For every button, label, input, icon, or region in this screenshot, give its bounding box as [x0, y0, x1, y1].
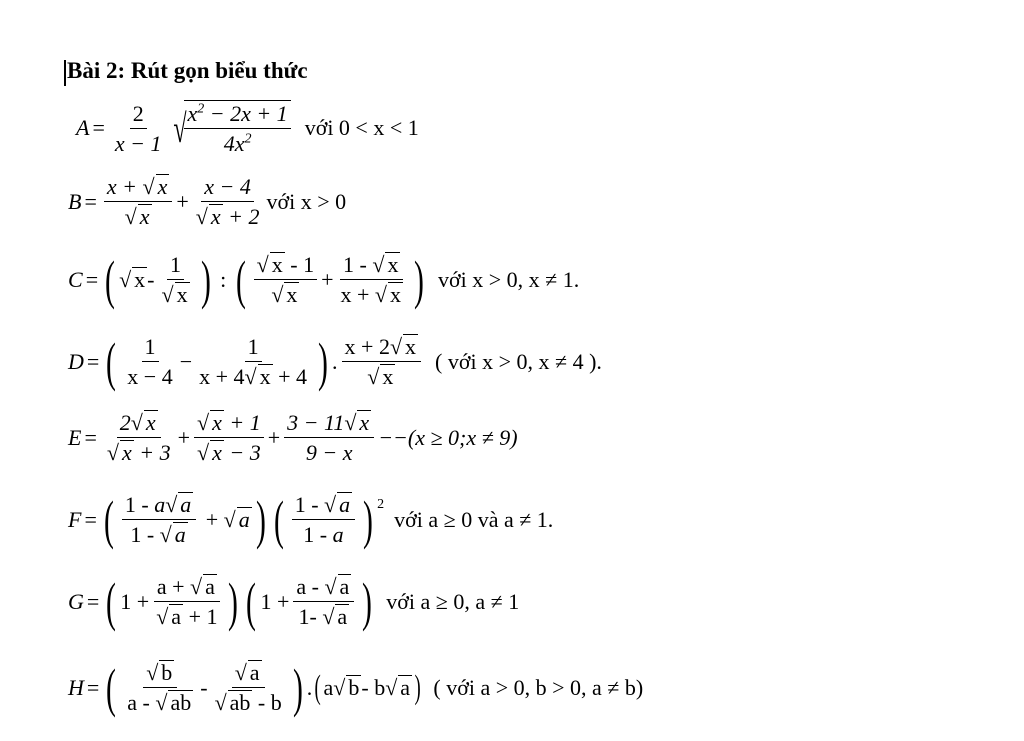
exercise-title: Bài 2: Rút gọn biểu thức: [67, 58, 308, 83]
fraction: $\frac{1}{x - 4}$: [127, 334, 173, 390]
expression-f: F = ( $\frac{1 - a√ a}{1 - √ a}$ + √ a ) ( $\frac{1 - √ a}{1 - a}$ ) 2 với a ≥ 0 và a ≠ 1.: [68, 489, 554, 550]
expression-h-condition: ( với a > 0, b > 0, a ≠ b): [433, 674, 644, 700]
expression-e: E = $\frac{2√ x}{√ x + 3}$ + $\frac{√ x + 1}{√ x - 3}$ + $\frac{3 - 11√ x}{9 - x}$ −−(x ≥ 0;x ≠ 9): [68, 410, 518, 466]
fraction: $\frac{√ a}{√ ab - b}$: [214, 660, 282, 716]
fraction: $\frac{a + √ a}{√ a + 1}$: [153, 574, 220, 630]
expression-f-name: F: [68, 506, 82, 532]
fraction: $\frac{x - 4}{√ x + 2}$: [195, 174, 260, 230]
expression-c: C = ( √ x - $\frac{1}{√ x}$ ) : ( $\frac{√ x - 1}{√ x}$ + $\frac{1 - √ x}{x + √ x}$ ) với x > 0, x ≠ 1.: [68, 249, 580, 310]
expression-d-name: D: [68, 348, 84, 374]
expression-b-name: B: [68, 188, 82, 214]
expression-a-condition: với 0 < x < 1: [304, 115, 419, 141]
fraction: $\frac{x + 2√ x}{√ x}$: [342, 334, 421, 390]
fraction: $\frac{x + √ x}{√ x}$: [104, 174, 172, 230]
fraction: $\frac{2}{x - 1}$: [114, 100, 162, 156]
fraction: $\frac{3 - 11√ x}{9 - x}$: [284, 410, 374, 466]
fraction: $\frac{1 - a√ a}{1 - √ a}$: [122, 492, 196, 548]
expression-e-condition: −−(x ≥ 0;x ≠ 9): [378, 424, 518, 450]
expression-b: B = $\frac{x + √ x}{√ x}$ + $\frac{x - 4}{√ x + 2}$ với x > 0: [68, 174, 347, 230]
expression-d: D = ( $\frac{1}{x - 4}$ − $\frac{1}{x + 4√ x + 4}$ ) . $\frac{x + 2√ x}{√ x}$ ( với x > 0, x ≠ 4 ).: [68, 331, 602, 392]
fraction: $\frac{√ x - 1}{√ x}$: [254, 252, 317, 308]
expression-d-condition: ( với x > 0, x ≠ 4 ).: [435, 348, 602, 374]
expression-e-name: E: [68, 424, 82, 450]
expression-f-condition: với a ≥ 0 và a ≠ 1.: [394, 506, 554, 532]
expression-g: G = ( 1 + $\frac{a + √ a}{√ a + 1}$ ) ( 1 + $\frac{a - √ a}{1- √ a}$ ) với a ≥ 0, a ≠ 1: [68, 571, 520, 632]
expression-a: A = $\frac{2}{x - 1}$ √ $\frac{x^2 - 2x + 1}{4x^2}$ với 0 < x < 1: [76, 100, 419, 157]
expression-g-name: G: [68, 588, 84, 614]
expression-c-condition: với x > 0, x ≠ 1.: [437, 266, 580, 292]
fraction: $\frac{1}{√ x}$: [161, 252, 188, 308]
expression-c-name: C: [68, 266, 83, 292]
text-cursor: [64, 60, 66, 86]
fraction: $\frac{2√ x}{√ x + 3}$: [106, 410, 171, 466]
expression-h: H = ( $\frac{√ b}{a - √ ab}$ - $\frac{√ a}{√ ab - b}$ ) . ( a√ b - b√ a ) ( với a > 0, b > 0, a ≠ b): [68, 657, 644, 718]
expression-b-condition: với x > 0: [266, 188, 347, 214]
expression-a-name: A: [76, 115, 90, 141]
expression-g-condition: với a ≥ 0, a ≠ 1: [386, 588, 520, 614]
fraction: $\frac{1 - √ x}{x + √ x}$: [338, 252, 406, 308]
fraction: $\frac{√ x + 1}{√ x - 3}$: [194, 410, 264, 466]
radical-fraction: $\frac{x^2 - 2x + 1}{4x^2}$: [184, 100, 290, 157]
fraction: $\frac{a - √ a}{1- √ a}$: [293, 574, 354, 630]
fraction: $\frac{1 - √ a}{1 - a}$: [292, 492, 355, 548]
expression-h-name: H: [68, 674, 84, 700]
fraction: $\frac{√ b}{a - √ ab}$: [127, 660, 192, 716]
fraction: $\frac{1}{x + 4√ x + 4}$: [199, 334, 308, 390]
